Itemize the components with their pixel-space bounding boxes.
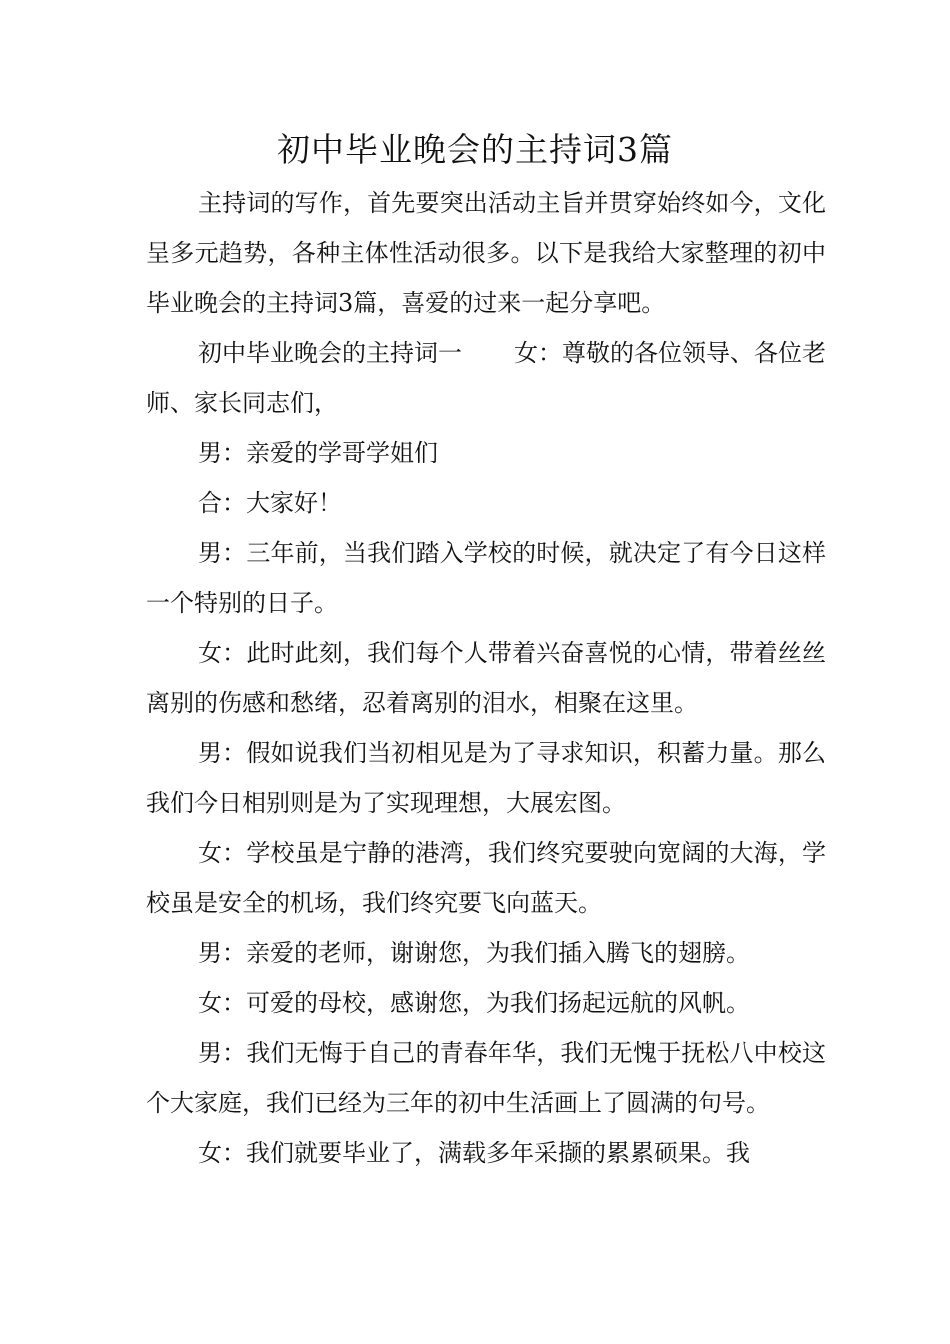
document-title: 初中毕业晚会的主持词3篇 xyxy=(277,130,673,169)
dialogue-paragraph: 合：大家好！ xyxy=(198,489,342,517)
section-first-line: 女：尊敬的各位领导、各位老师、家长同志们， xyxy=(146,339,826,417)
dialogue-paragraph: 女：学校虽是宁静的港湾，我们终究要驶向宽阔的大海，学校虽是安全的机场，我们终究要飞向蓝天。 xyxy=(146,839,826,917)
intro-paragraph: 主持词的写作，首先要突出活动主旨并贯穿始终如今，文化呈多元趋势，各种主体性活动很多。以下是我给大家整理的初中毕业晚会的主持词3篇，喜爱的过来一起分享吧。 xyxy=(146,189,826,317)
section-heading: 初中毕业晚会的主持词一 xyxy=(198,339,462,367)
dialogue-paragraph: 男：亲爱的老师，谢谢您，为我们插入腾飞的翅膀。 xyxy=(198,939,750,967)
document-body xyxy=(146,178,826,1178)
dialogue-paragraph: 女：此时此刻，我们每个人带着兴奋喜悦的心情，带着丝丝离别的伤感和愁绪，忍着离别的泪水，相聚在这里。 xyxy=(146,639,826,717)
dialogue-paragraph: 男：三年前，当我们踏入学校的时候，就决定了有今日这样一个特别的日子。 xyxy=(146,539,826,617)
section-opening-paragraph xyxy=(146,328,826,428)
dialogue-paragraph: 男：我们无悔于自己的青春年华，我们无愧于抚松八中校这个大家庭，我们已经为三年的初中生活画上了圆满的句号。 xyxy=(146,1039,826,1117)
dialogue-paragraph: 女：可爱的母校，感谢您，为我们扬起远航的风帆。 xyxy=(198,989,750,1017)
dialogue-paragraph: 女：我们就要毕业了，满载多年采撷的累累硕果。我 xyxy=(198,1139,750,1167)
dialogue-paragraph: 男：亲爱的学哥学姐们 xyxy=(198,439,438,467)
dialogue-paragraph: 男：假如说我们当初相见是为了寻求知识，积蓄力量。那么我们今日相别则是为了实现理想，大展宏图。 xyxy=(146,739,826,817)
